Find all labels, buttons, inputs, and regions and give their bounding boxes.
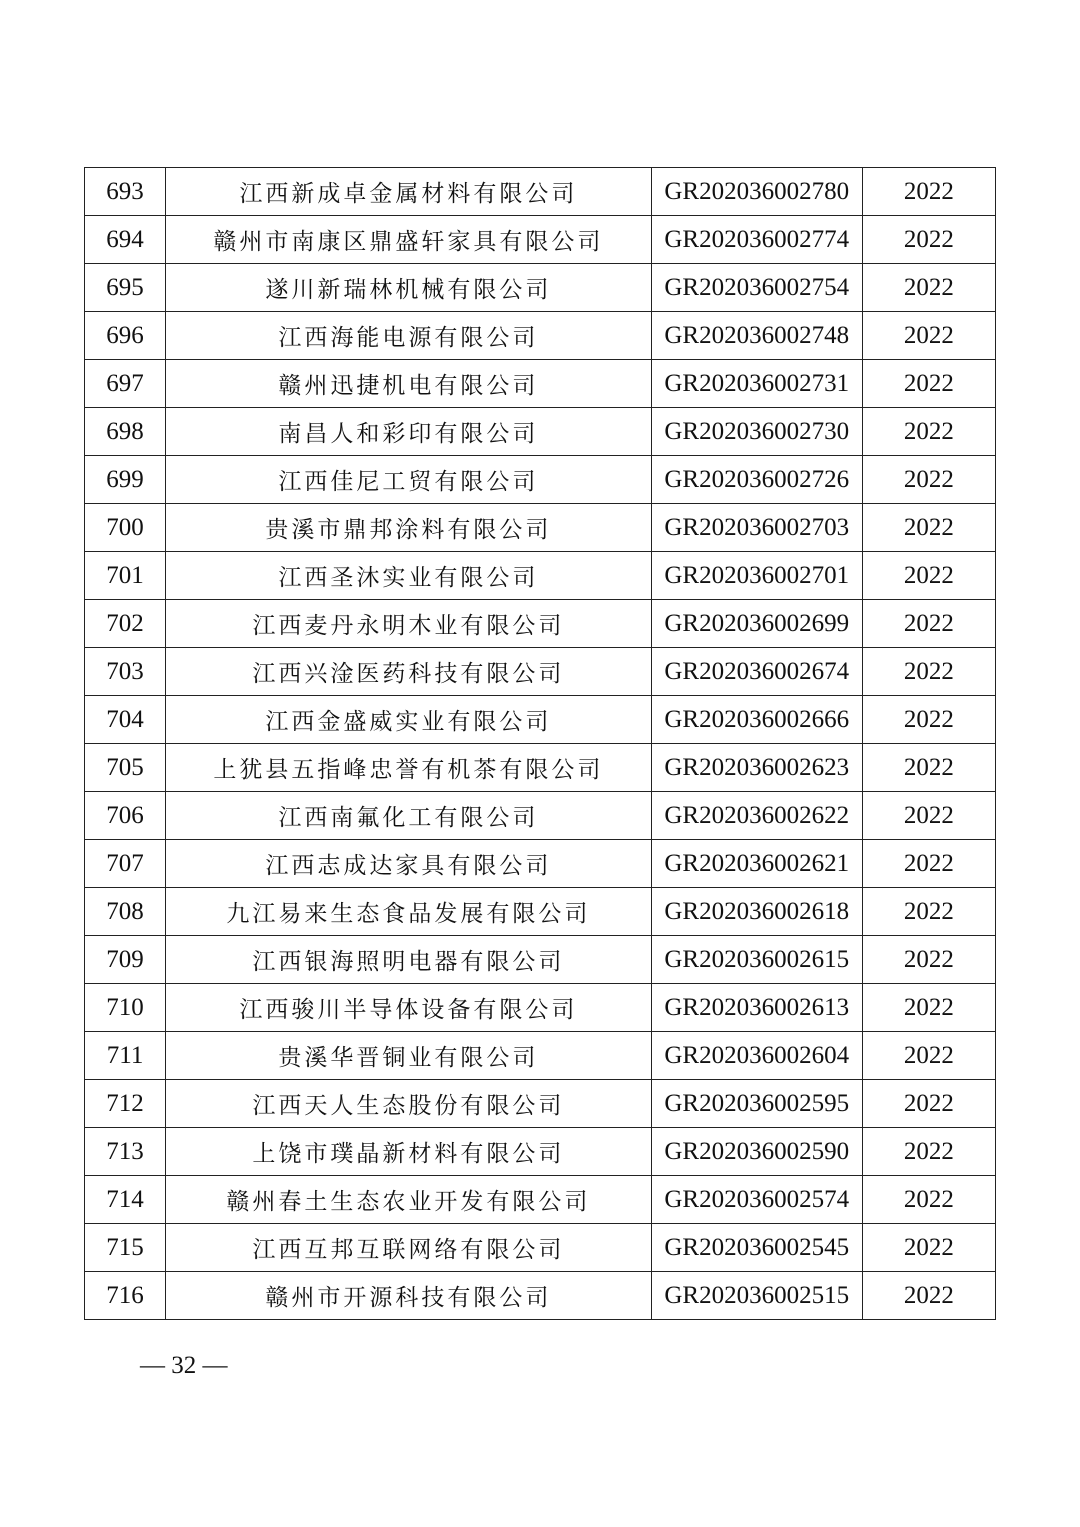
certificate-number-cell: GR202036002780 <box>651 168 862 216</box>
certificate-number-cell: GR202036002703 <box>651 504 862 552</box>
certificate-number-cell: GR202036002545 <box>651 1224 862 1272</box>
year-cell: 2022 <box>862 360 995 408</box>
certificate-number-cell: GR202036002515 <box>651 1272 862 1320</box>
certificate-number-cell: GR202036002604 <box>651 1032 862 1080</box>
table-row <box>85 1032 996 1080</box>
year-cell: 2022 <box>862 552 995 600</box>
table-row <box>85 312 996 360</box>
year-cell: 2022 <box>862 792 995 840</box>
certificate-number-cell: GR202036002701 <box>651 552 862 600</box>
certificate-number-cell: GR202036002731 <box>651 360 862 408</box>
row-number-cell: 708 <box>85 888 166 936</box>
row-number-cell: 709 <box>85 936 166 984</box>
year-cell: 2022 <box>862 648 995 696</box>
row-number-cell: 711 <box>85 1032 166 1080</box>
company-name-cell: 九江易来生态食品发展有限公司 <box>166 888 652 936</box>
year-cell: 2022 <box>862 1128 995 1176</box>
certificate-number-cell: GR202036002618 <box>651 888 862 936</box>
table-row <box>85 792 996 840</box>
certificate-number-cell: GR202036002622 <box>651 792 862 840</box>
year-cell: 2022 <box>862 1032 995 1080</box>
row-number-cell: 703 <box>85 648 166 696</box>
company-name-cell: 江西圣沐实业有限公司 <box>166 552 652 600</box>
company-name-cell: 南昌人和彩印有限公司 <box>166 408 652 456</box>
row-number-cell: 694 <box>85 216 166 264</box>
company-name-cell: 贵溪华晋铜业有限公司 <box>166 1032 652 1080</box>
certificate-number-cell: GR202036002748 <box>651 312 862 360</box>
year-cell: 2022 <box>862 456 995 504</box>
table-row <box>85 504 996 552</box>
year-cell: 2022 <box>862 312 995 360</box>
certificate-number-cell: GR202036002623 <box>651 744 862 792</box>
year-cell: 2022 <box>862 408 995 456</box>
company-name-cell: 江西骏川半导体设备有限公司 <box>166 984 652 1032</box>
table-row <box>85 648 996 696</box>
row-number-cell: 712 <box>85 1080 166 1128</box>
year-cell: 2022 <box>862 1176 995 1224</box>
company-name-cell: 江西天人生态股份有限公司 <box>166 1080 652 1128</box>
table-row <box>85 1080 996 1128</box>
year-cell: 2022 <box>862 504 995 552</box>
company-name-cell: 江西银海照明电器有限公司 <box>166 936 652 984</box>
year-cell: 2022 <box>862 264 995 312</box>
company-name-cell: 赣州市南康区鼎盛轩家具有限公司 <box>166 216 652 264</box>
table-row <box>85 408 996 456</box>
row-number-cell: 698 <box>85 408 166 456</box>
row-number-cell: 713 <box>85 1128 166 1176</box>
table-row <box>85 1272 996 1320</box>
table-row <box>85 840 996 888</box>
table-row <box>85 888 996 936</box>
row-number-cell: 704 <box>85 696 166 744</box>
certificate-number-cell: GR202036002621 <box>651 840 862 888</box>
table-row <box>85 600 996 648</box>
row-number-cell: 707 <box>85 840 166 888</box>
certificate-number-cell: GR202036002613 <box>651 984 862 1032</box>
year-cell: 2022 <box>862 1224 995 1272</box>
row-number-cell: 706 <box>85 792 166 840</box>
certificate-number-cell: GR202036002699 <box>651 600 862 648</box>
company-name-cell: 上饶市璞晶新材料有限公司 <box>166 1128 652 1176</box>
year-cell: 2022 <box>862 888 995 936</box>
company-name-cell: 江西海能电源有限公司 <box>166 312 652 360</box>
company-name-cell: 遂川新瑞林机械有限公司 <box>166 264 652 312</box>
row-number-cell: 701 <box>85 552 166 600</box>
table-row <box>85 1128 996 1176</box>
table-row <box>85 1176 996 1224</box>
table-row <box>85 168 996 216</box>
certificate-number-cell: GR202036002595 <box>651 1080 862 1128</box>
certificate-number-cell: GR202036002726 <box>651 456 862 504</box>
table-row <box>85 744 996 792</box>
company-name-cell: 江西麦丹永明木业有限公司 <box>166 600 652 648</box>
row-number-cell: 710 <box>85 984 166 1032</box>
year-cell: 2022 <box>862 168 995 216</box>
row-number-cell: 705 <box>85 744 166 792</box>
row-number-cell: 714 <box>85 1176 166 1224</box>
row-number-cell: 716 <box>85 1272 166 1320</box>
table-row <box>85 936 996 984</box>
table-row <box>85 1224 996 1272</box>
company-name-cell: 赣州迅捷机电有限公司 <box>166 360 652 408</box>
table-row <box>85 456 996 504</box>
row-number-cell: 696 <box>85 312 166 360</box>
company-name-cell: 江西佳尼工贸有限公司 <box>166 456 652 504</box>
company-name-cell: 赣州市开源科技有限公司 <box>166 1272 652 1320</box>
certificate-number-cell: GR202036002754 <box>651 264 862 312</box>
table-row <box>85 696 996 744</box>
year-cell: 2022 <box>862 936 995 984</box>
company-name-cell: 上犹县五指峰忠誉有机茶有限公司 <box>166 744 652 792</box>
table-row <box>85 264 996 312</box>
company-name-cell: 江西志成达家具有限公司 <box>166 840 652 888</box>
company-name-cell: 江西互邦互联网络有限公司 <box>166 1224 652 1272</box>
table-row <box>85 984 996 1032</box>
year-cell: 2022 <box>862 744 995 792</box>
company-name-cell: 江西新成卓金属材料有限公司 <box>166 168 652 216</box>
year-cell: 2022 <box>862 984 995 1032</box>
year-cell: 2022 <box>862 1272 995 1320</box>
year-cell: 2022 <box>862 840 995 888</box>
row-number-cell: 700 <box>85 504 166 552</box>
certificate-number-cell: GR202036002615 <box>651 936 862 984</box>
row-number-cell: 697 <box>85 360 166 408</box>
year-cell: 2022 <box>862 1080 995 1128</box>
year-cell: 2022 <box>862 216 995 264</box>
company-name-cell: 江西金盛威实业有限公司 <box>166 696 652 744</box>
company-table <box>84 167 996 1320</box>
certificate-number-cell: GR202036002666 <box>651 696 862 744</box>
year-cell: 2022 <box>862 600 995 648</box>
certificate-number-cell: GR202036002730 <box>651 408 862 456</box>
year-cell: 2022 <box>862 696 995 744</box>
table-row <box>85 552 996 600</box>
table-row <box>85 360 996 408</box>
row-number-cell: 715 <box>85 1224 166 1272</box>
company-name-cell: 赣州春土生态农业开发有限公司 <box>166 1176 652 1224</box>
company-name-cell: 贵溪市鼎邦涂料有限公司 <box>166 504 652 552</box>
row-number-cell: 702 <box>85 600 166 648</box>
row-number-cell: 693 <box>85 168 166 216</box>
certificate-number-cell: GR202036002590 <box>651 1128 862 1176</box>
company-name-cell: 江西南氟化工有限公司 <box>166 792 652 840</box>
certificate-number-cell: GR202036002774 <box>651 216 862 264</box>
row-number-cell: 695 <box>85 264 166 312</box>
table-row <box>85 216 996 264</box>
certificate-number-cell: GR202036002674 <box>651 648 862 696</box>
company-name-cell: 江西兴淦医药科技有限公司 <box>166 648 652 696</box>
row-number-cell: 699 <box>85 456 166 504</box>
certificate-number-cell: GR202036002574 <box>651 1176 862 1224</box>
company-table-body <box>85 168 996 1320</box>
page-number: — 32 — <box>140 1352 228 1379</box>
